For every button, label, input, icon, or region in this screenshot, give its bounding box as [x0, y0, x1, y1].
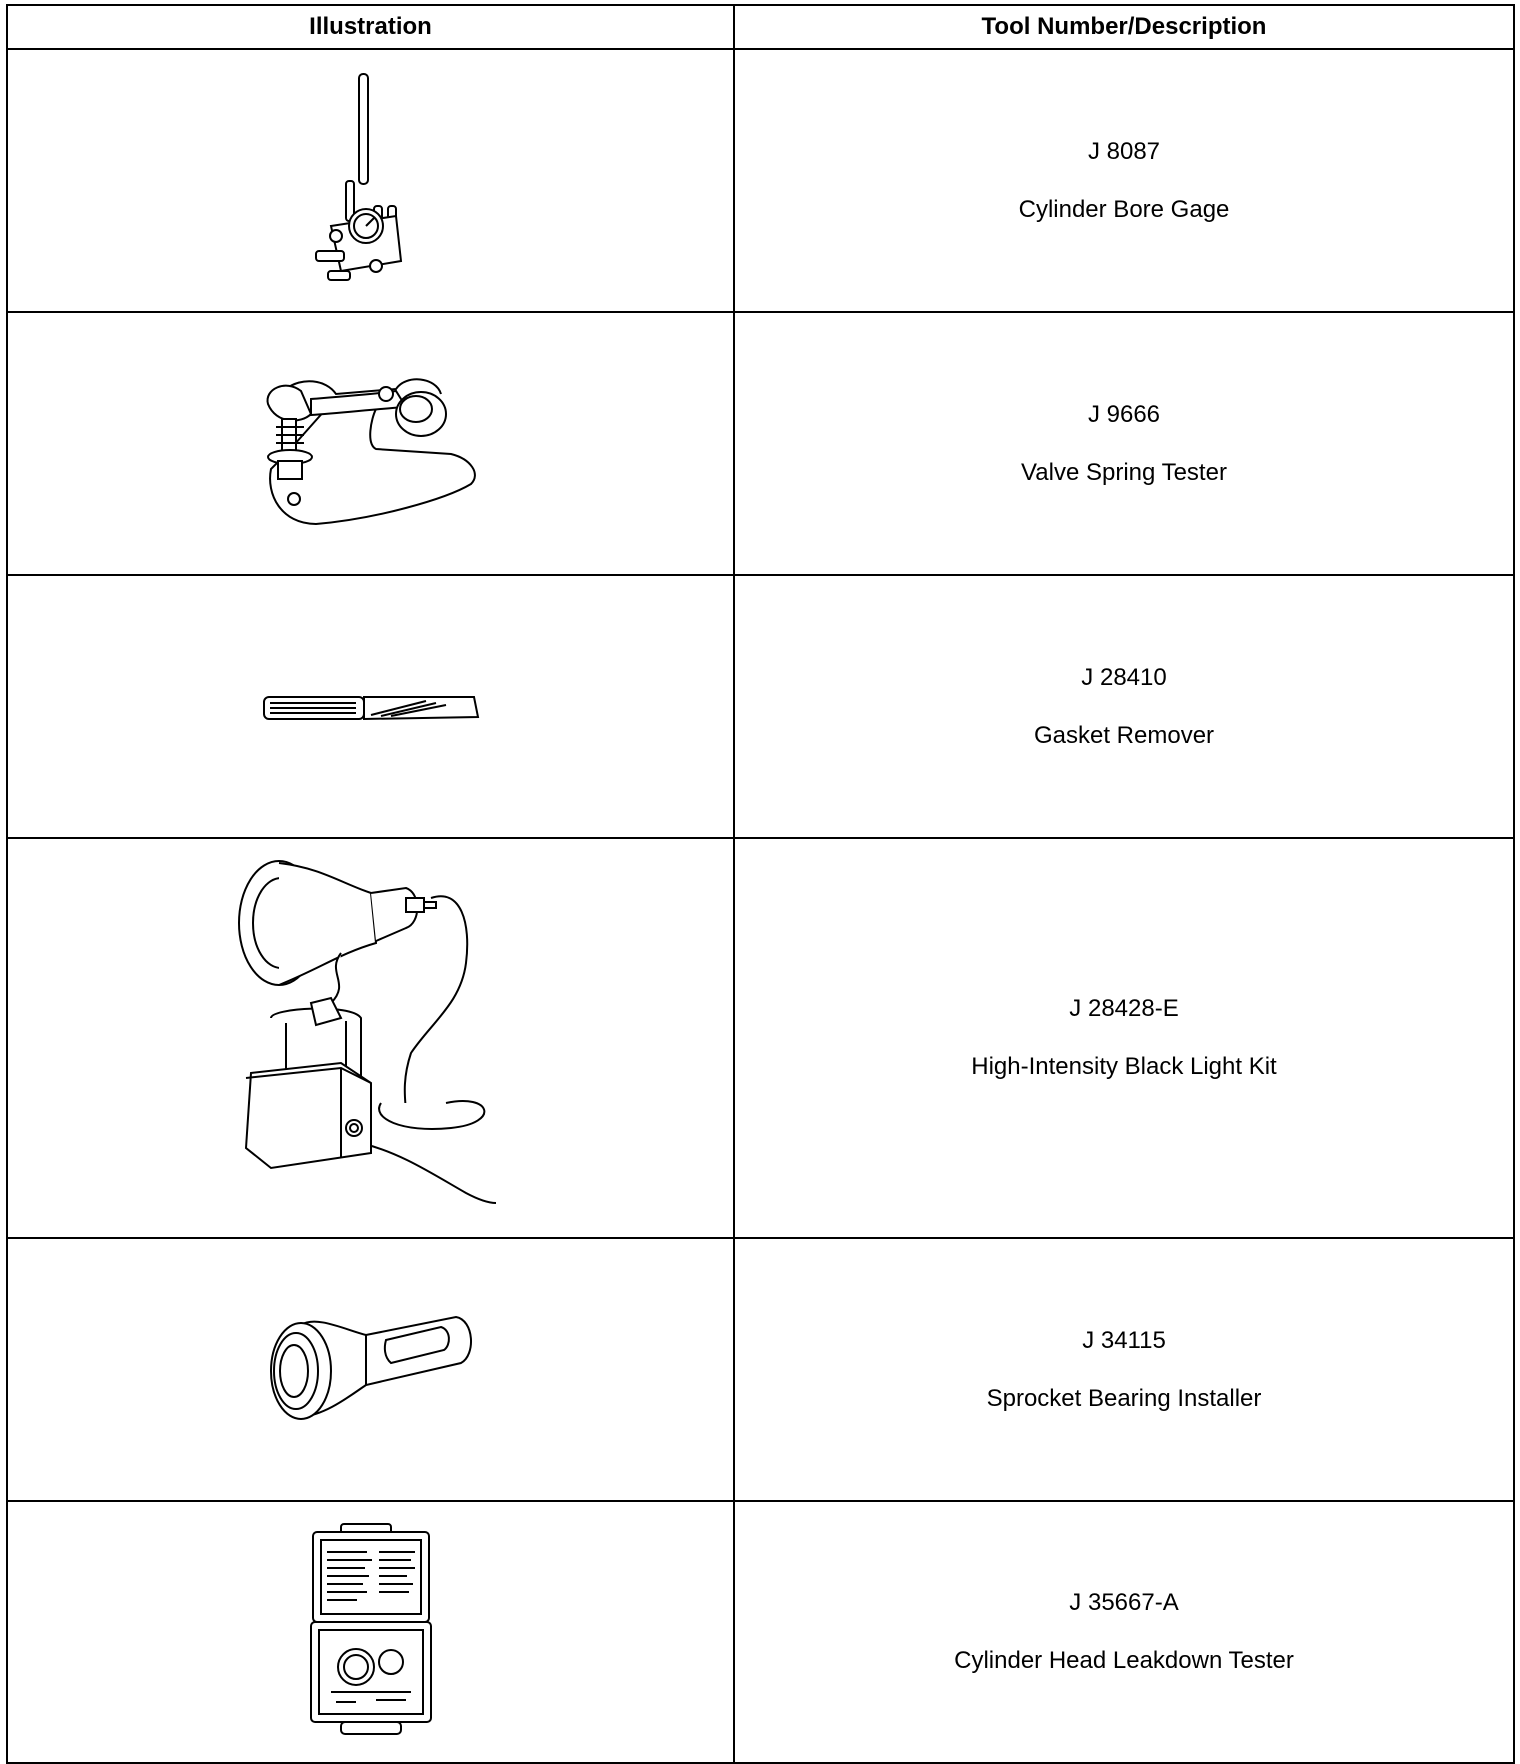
description-cell: [734, 49, 1514, 312]
table-row: [7, 1238, 1514, 1501]
tool-number: J 28410: [1081, 663, 1167, 691]
description-cell: [734, 575, 1514, 838]
tool-description: Sprocket Bearing Installer: [986, 1384, 1262, 1412]
cylinder-bore-gage-icon: [306, 66, 436, 296]
illustration-cell: [7, 838, 734, 1238]
tool-number: J 9666: [1087, 400, 1161, 428]
illustration-cell: [7, 1238, 734, 1501]
table-row: [7, 838, 1514, 1238]
table-row: [7, 575, 1514, 838]
description-cell: [734, 1501, 1514, 1763]
tool-description: Gasket Remover: [1033, 721, 1215, 749]
table-row: [7, 312, 1514, 575]
illustration-cell: [7, 1501, 734, 1763]
tool-description: High-Intensity Black Light Kit: [971, 1053, 1277, 1080]
tool-description: Cylinder Head Leakdown Tester: [954, 1647, 1294, 1674]
illustration-cell: [7, 49, 734, 312]
description-cell: [734, 838, 1514, 1238]
tool-number: J 8087: [1087, 137, 1161, 165]
leakdown-tester-icon: [301, 1522, 441, 1742]
description-cell: [734, 1238, 1514, 1501]
tool-description: Cylinder Bore Gage: [1018, 195, 1230, 223]
black-light-kit-icon: [231, 853, 511, 1223]
illustration-cell: [7, 575, 734, 838]
description-cell: [734, 312, 1514, 575]
illustration-cell: [7, 312, 734, 575]
header-row: [7, 5, 1514, 49]
tool-number: J 35667-A: [1069, 1589, 1179, 1616]
table-row: [7, 49, 1514, 312]
header-description: Tool Number/Description: [734, 5, 1514, 49]
tools-table: [6, 4, 1515, 1764]
tool-number: J 34115: [1082, 1326, 1166, 1354]
tool-description: Valve Spring Tester: [1021, 458, 1227, 486]
valve-spring-tester-icon: [256, 349, 486, 539]
table-row: [7, 1501, 1514, 1763]
tool-number: J 28428-E: [1069, 995, 1179, 1022]
gasket-remover-icon: [256, 687, 486, 727]
header-illustration: Illustration: [7, 5, 734, 49]
bearing-installer-icon: [256, 1305, 486, 1435]
